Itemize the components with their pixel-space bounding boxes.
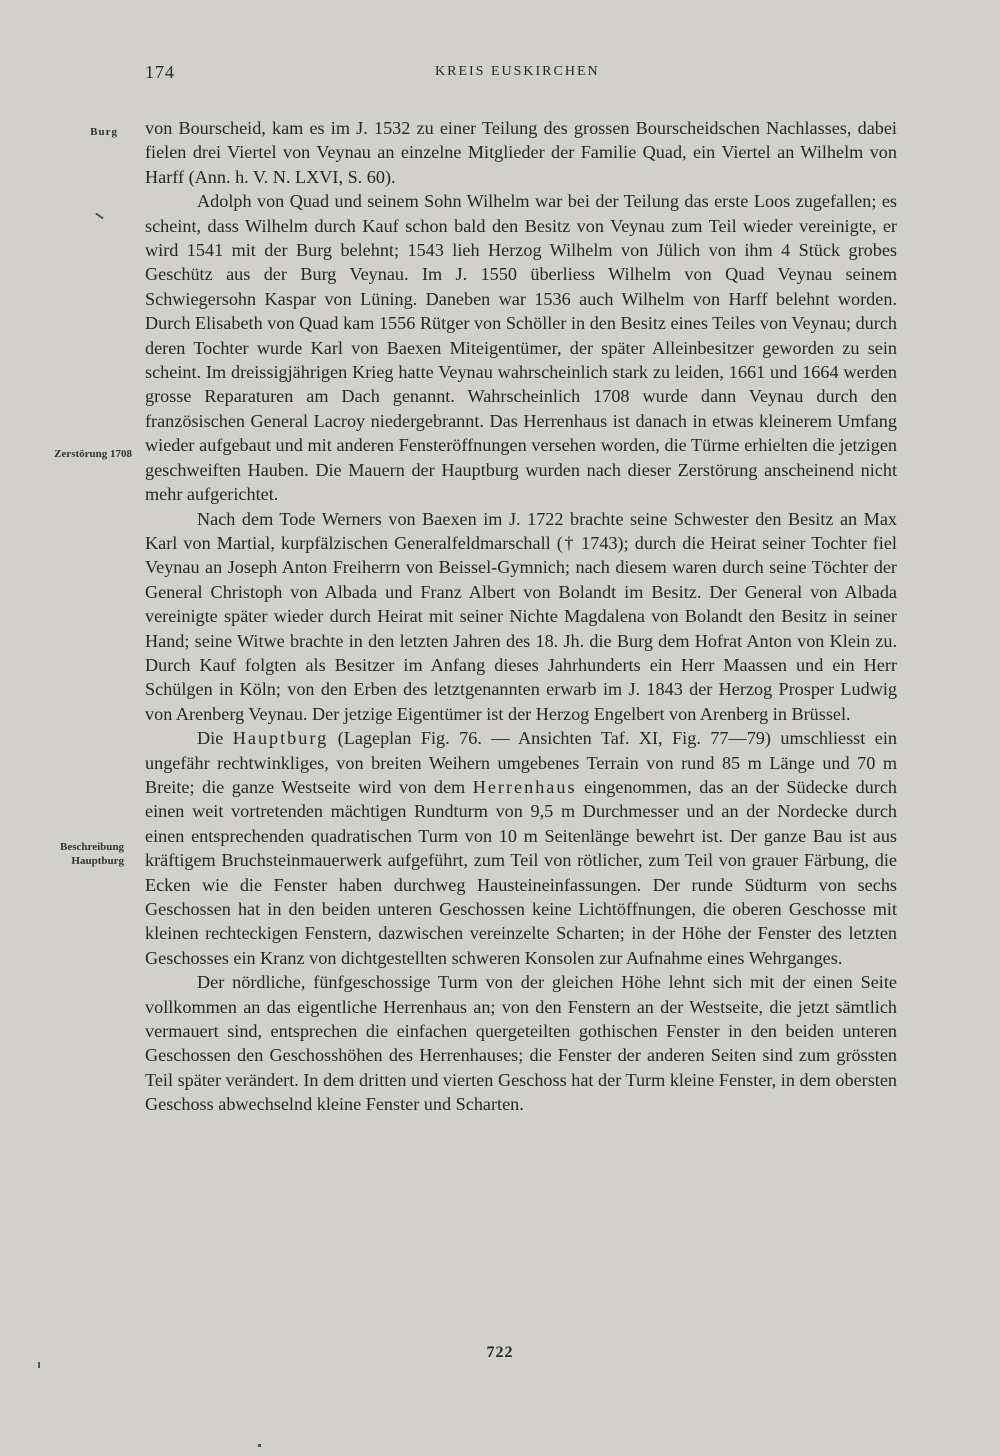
paragraph-5: Der nördliche, fünfgeschossige Turm von der gleichen Höhe lehnt sich mit der einen Seite vollkommen an das eigentliche Herrenhaus an; von den Fenstern an der Westseite, die jetzt sämtlich vermauert sind, entsprechen die einfachen quergeteilten gothischen Fenster in den beiden unteren Geschossen den Geschosshöhen des Herrenhauses; die Fenster der anderen Seiten sind zum grössten Teil später verändert. In dem dritten und vierten Geschoss hat der Turm kleine Fenster, in dem obersten Geschoss abwechselnd kleine Fenster und Scharten. (145, 972, 897, 1115)
paragraph-4 (145, 726, 897, 970)
margin-note-beschreibung (20, 840, 124, 868)
paper-speck (258, 1444, 261, 1447)
paragraph-4-lead: Die (197, 728, 233, 749)
folio-number: 722 (486, 1344, 514, 1361)
running-head: KREIS EUSKIRCHEN (435, 64, 600, 79)
term-herrenhaus: Herrenhaus (472, 776, 577, 797)
margin-note-beschreibung-line2: Hauptburg (71, 855, 124, 867)
body-text (145, 116, 897, 1117)
margin-note-burg: Burg (90, 126, 118, 138)
paragraph-4-mid: (Lageplan Fig. 76. — Ansichten Taf. XI, Fig. 77—79) umschliesst ein ungefähr rechtwinkliges, von breiten Weihern umgebenes Terrain von rund 85 m Länge und 70 m Breite; die ganze Westseite wird von dem (145, 728, 897, 797)
paragraph-2: Adolph von Quad und seinem Sohn Wilhelm war bei der Teilung das erste Loos zugefallen; es scheint, dass Wilhelm durch Kauf schon bald den Besitz von Veynau zum Teil wieder vereinigte, er wird 1541 mit der Burg belehnt; 1543 lieh Herzog Wilhelm von Jülich von ihm 4 Stück grobes Geschütz aus der Burg Veynau. Im J. 1550 überliess Wilhelm von Quad Veynau seinem Schwiegersohn Kaspar von Lüning. Daneben war 1536 auch Wilhelm von Harff belehnt worden. Durch Elisabeth von Quad kam 1556 Rütger von Schöller in den Besitz eines Teiles von Veynau; durch deren Tochter wurde Karl von Baexen Miteigentümer, der später Alleinbesitzer geworden zu sein scheint. Im dreissigjährigen Krieg hatte Veynau wahrscheinlich stark zu leiden, 1661 und 1664 werden grosse Reparaturen am Dach genannt. Wahrscheinlich 1708 wurde dann Veynau durch den französischen General Lacroy niedergebrannt. Das Herrenhaus ist danach in etwas kleinerem Umfang wieder aufgebaut und mit anderen Fensteröffnungen versehen worden, die Türme erhielten die jetzigen geschweiften Hauben. Die Mauern der Hauptburg wurden nach dieser Zerstörung anscheinend nicht mehr aufgerichtet. (145, 191, 897, 505)
paragraph-1: von Bourscheid, kam es im J. 1532 zu einer Teilung des grossen Bourscheidschen Nachlasses, dabei fielen drei Viertel von Veynau an einzelne Mitglieder der Familie Quad, ein Viertel an Wilhelm von Harff (Ann. h. V. N. LXVI, S. 60). (145, 118, 897, 187)
paper-speck (95, 213, 104, 220)
paragraph-3: Nach dem Tode Werners von Baexen im J. 1722 brachte seine Schwester den Besitz an Max Karl von Martial, kurpfälzischen Generalfeldmarschall († 1743); durch die Heirat seiner Tochter fiel Veynau an Joseph Anton Freiherrn von Beissel-Gymnich; nach diesem waren durch seine Töchter der General Christoph von Albada und Franz Albert von Bolandt im Besitz. Der General von Albada vereinigte später wieder durch Heirat mit seiner Nichte Magdalena von Bolandt den Besitz in seiner Hand; seine Witwe brachte in den letzten Jahren des 18. Jh. die Burg dem Hofrat Anton von Klein zu. Durch Kauf folgten als Besitzer im Anfang dieses Jahrhunderts ein Herr Maassen und ein Herr Schülgen in Köln; von den Erben des letztgenannten erwarb im J. 1843 der Herzog Prosper Ludwig von Arenberg Veynau. Der jetzige Eigentümer ist der Herzog Engelbert von Arenberg in Brüssel. (145, 508, 897, 724)
margin-note-zerstoerung: Zerstörung 1708 (54, 448, 132, 460)
paragraph-4-tail: eingenommen, das an der Südecke durch einen weit vortretenden mächtigen Rundturm von 9,5 m Durchmesser und an der Nordecke durch einen entsprechenden quadratischen Turm von 10 m Seitenlänge bewehrt ist. Der ganze Bau ist aus kräftigem Bruchsteinmauerwerk aufgeführt, zum Teil von rötlicher, zum Teil von grauer Färbung, die Ecken wie die Fenster haben durchweg Hausteineinfassungen. Der runde Südturm von sechs Geschossen hat in den beiden unteren Geschossen keine Lichtöffnungen, die oberen Geschosse mit kleinen rechteckigen Fenstern, dazwischen vereinzelte Scharten; in der Höhe der Fenster des letzten Geschosses ein Kranz von dichtgestellten schweren Konsolen zur Aufnahme eines Wehrganges. (145, 776, 897, 968)
page-header (145, 62, 900, 86)
paper-speck (38, 1362, 40, 1368)
term-hauptburg: Hauptburg (232, 728, 329, 749)
margin-note-beschreibung-line1: Beschreibung (60, 841, 124, 853)
page-number: 174 (145, 62, 175, 82)
